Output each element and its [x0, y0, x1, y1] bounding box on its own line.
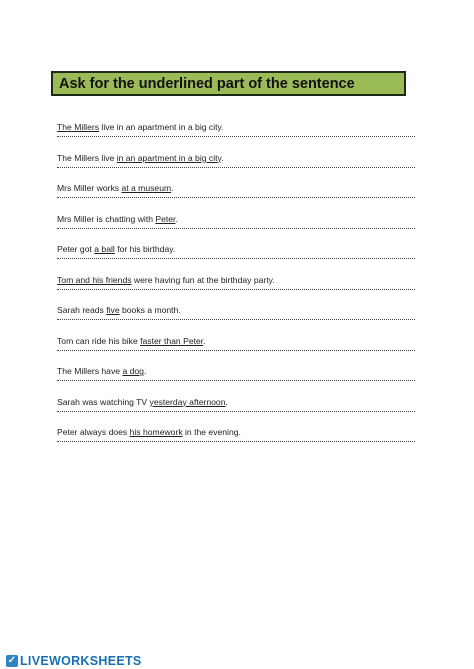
underlined-part: yesterday afternoon: [149, 396, 226, 407]
sentence-text: .: [225, 396, 228, 407]
sentence-text: Tom can ride his bike: [57, 335, 141, 346]
sentence: [57, 397, 417, 408]
answer-line[interactable]: [57, 197, 415, 198]
sentence-text: Mrs Miller is chatting with: [57, 213, 156, 224]
underlined-part: faster than Peter: [140, 335, 204, 346]
exercise-item-7: [57, 305, 417, 336]
answer-line[interactable]: [57, 258, 415, 259]
sentence: [57, 214, 417, 225]
exercise-item-1: [57, 122, 417, 153]
exercise-item-3: [57, 183, 417, 214]
underlined-part: Tom and his friends: [57, 274, 132, 285]
underlined-part: Peter: [155, 213, 176, 224]
answer-line[interactable]: [57, 136, 415, 137]
sentence-text: Sarah reads: [57, 305, 107, 315]
sentence: [57, 275, 417, 286]
sentence-text: The Millers live: [57, 152, 117, 163]
exercise-item-9: [57, 366, 417, 397]
sentence-text: Peter got: [57, 244, 95, 254]
answer-line[interactable]: [57, 411, 415, 412]
answer-line[interactable]: [57, 350, 415, 351]
exercise-item-4: [57, 214, 417, 245]
sentence-text: Mrs Miller works: [57, 183, 122, 193]
sentence-text: Peter always does: [57, 427, 130, 437]
sentence: [57, 305, 417, 316]
sentence-text: Sarah was watching TV: [57, 396, 150, 407]
answer-line[interactable]: [57, 441, 415, 442]
underlined-part: in an apartment in a big city: [116, 152, 222, 163]
sentence: [57, 183, 417, 194]
exercise-item-6: [57, 275, 417, 306]
sentence-text: .: [171, 183, 174, 193]
liveworksheets-footer: [6, 654, 142, 668]
exercise-item-2: [57, 153, 417, 184]
answer-line[interactable]: [57, 167, 415, 168]
sentence-text: .: [143, 366, 147, 376]
underlined-part: a ball: [94, 244, 115, 254]
sentence-text: .: [203, 335, 206, 346]
sentence: [57, 153, 417, 164]
sentence-text: books a month.: [119, 305, 181, 315]
answer-line[interactable]: [57, 228, 415, 229]
worksheet-title-box: [51, 71, 406, 96]
sentence-text: in the evening.: [182, 427, 241, 437]
underlined-part: at a museum: [121, 183, 172, 193]
sentence: [57, 366, 417, 377]
exercise-item-11: [57, 427, 417, 458]
underlined-part: his homework: [129, 427, 183, 437]
exercise-item-5: [57, 244, 417, 275]
sentence-text: were having fun at the birthday party.: [131, 274, 275, 285]
sentence: [57, 427, 417, 438]
exercise-list: [57, 122, 417, 458]
sentence-text: for his birthday.: [114, 244, 176, 254]
sentence-text: live in an apartment in a big city.: [99, 122, 224, 132]
sentence: [57, 336, 417, 347]
sentence-text: .: [175, 213, 178, 224]
worksheet-title: Ask for the underlined part of the sentence: [59, 75, 355, 92]
answer-line[interactable]: [57, 289, 415, 290]
underlined-part: The Millers: [57, 122, 100, 132]
liveworksheets-logo-icon: ✓: [7, 655, 17, 666]
sentence-text: .: [221, 152, 224, 163]
answer-line[interactable]: [57, 380, 415, 381]
underlined-part: five: [106, 305, 120, 315]
sentence: [57, 244, 417, 255]
exercise-item-10: [57, 397, 417, 428]
exercise-item-8: [57, 336, 417, 367]
sentence-text: The Millers have: [57, 366, 123, 376]
underlined-part: a dog: [122, 366, 144, 376]
answer-line[interactable]: [57, 319, 415, 320]
liveworksheets-brand: LIVEWORKSHEETS: [20, 654, 142, 668]
sentence: [57, 122, 417, 133]
